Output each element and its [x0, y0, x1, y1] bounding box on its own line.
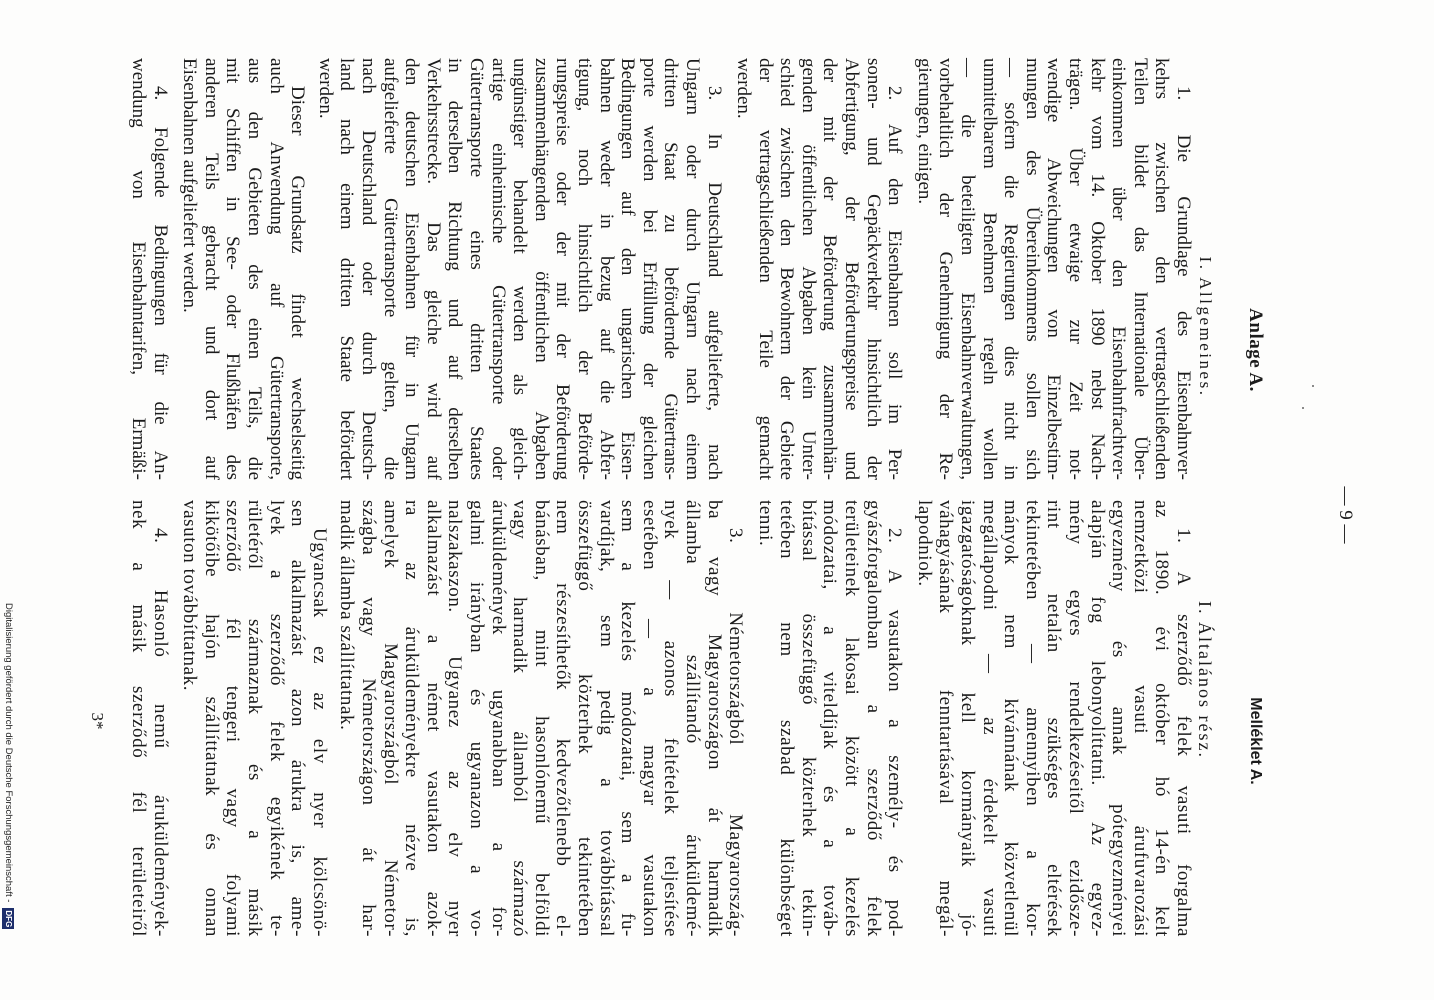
- text-line: galmi irányban és ugyanazon a vo-: [466, 500, 487, 937]
- text-line: 3. In Deutschland aufgelieferte, nach: [703, 86, 725, 480]
- text-line: nach Deutschland oder durch Deutsch-: [358, 58, 380, 480]
- text-line: zusammenhängenden öffentlichen Abgaben: [530, 58, 552, 480]
- text-line: bítással összefüggő közterhek tekin-: [797, 500, 819, 937]
- text-line: anderen Teils gebracht und dort auf: [200, 58, 222, 480]
- text-line: amelyek Magyarországból Németor-: [379, 500, 401, 937]
- scan-speck: [1312, 385, 1314, 387]
- text-line: bánásban, mint hasonlónemű belföldi: [530, 500, 552, 937]
- text-line: megállapodni — az érdekelt vasuti: [978, 500, 1000, 937]
- text-line: bahnen weder in bezug auf die Abfer-: [595, 58, 617, 480]
- text-line: sem a kezelés módozatai, sem a fu-: [617, 500, 639, 937]
- text-line: vorbehaltlich der Genehmigung der Re-: [935, 58, 957, 480]
- text-line: igazgatóságoknak kell kormányaik jó-: [957, 500, 979, 937]
- dfg-logo: DFG: [4, 910, 14, 928]
- text-line: szerződő fél tengeri vagy folyami: [222, 500, 244, 937]
- text-line: werden.: [733, 58, 755, 119]
- text-line: unmittelbarem Benehmen regeln wollen: [978, 58, 1000, 480]
- text-line: sonen- und Gepäckverkehr hinsichtlich der: [862, 58, 884, 480]
- text-line: Dieser Grundsatz findet wechselseitig: [287, 86, 309, 480]
- text-line: dritten Staat zu befördernde Gütertrans-: [660, 58, 682, 480]
- text-line: werden.: [314, 58, 336, 119]
- text-line: 3. Németországból Magyarország-: [725, 528, 747, 937]
- text-line: wendige Abweichungen von Einzelbestim-: [1043, 58, 1065, 480]
- hungarian-paragraph-4: [128, 500, 171, 937]
- hungarian-column: [128, 500, 1195, 937]
- text-line: ra az áruküldeményekre nézve is,: [401, 500, 423, 937]
- hungarian-paragraph-3: [336, 500, 746, 937]
- hungarian-paragraph-2: [754, 500, 905, 937]
- text-line: esetében — a magyar vasutakon: [638, 500, 660, 937]
- text-line: Eisenbahnen aufgeliefert werden.: [179, 58, 201, 313]
- text-line: az 1890. évi október hó 14-én kelt: [1151, 500, 1173, 937]
- german-paragraph-4: [128, 58, 171, 480]
- text-line: nek a másik szerződő fél területeiről: [128, 500, 150, 937]
- text-line: — sofern die Regierungen dies nicht in: [1000, 58, 1022, 480]
- german-title: Anlage A.: [1245, 308, 1266, 392]
- text-line: schied zwischen den Bewohnern der Gebiete: [776, 58, 798, 480]
- text-line: vardíjak, sem pedig a továbbítással: [595, 500, 617, 937]
- text-line: területeinek lakosai között a kezelés: [841, 500, 863, 937]
- hungarian-paragraph-1: [913, 500, 1194, 937]
- text-line: rületéről származnak és a másik: [244, 500, 266, 937]
- text-line: vasuton továbbíttatnak.: [179, 500, 201, 692]
- text-line: gierungen, einigen.: [913, 58, 935, 205]
- german-section-heading: I. Allgemeines.: [1196, 256, 1215, 398]
- text-line: 4. Hasonló nemű áruküldemények-: [149, 528, 171, 937]
- text-line: Ugyancsak ez az elv nyer kölcsönö-: [308, 528, 330, 937]
- text-line: artige einheimische Gütertransporte oder: [487, 58, 509, 480]
- text-line: der vertragschließenden Teile gemacht: [754, 58, 776, 480]
- text-line: gyászforgalomban a szerződő felek: [862, 500, 884, 937]
- text-line: egyezmény és annak pótegyezményei: [1108, 500, 1130, 937]
- text-line: trägen. Über etwaige zur Zeit not-: [1065, 58, 1087, 480]
- text-line: lyek a szerződő felek egyikének te-: [265, 500, 287, 937]
- german-column: [128, 58, 1195, 480]
- text-line: Ungarn oder durch Ungarn nach einem: [681, 58, 703, 480]
- text-line: nalszakaszon. Ugyanez az elv nyer: [444, 500, 466, 937]
- text-line: áruküldemények ugyanabban a for-: [487, 500, 509, 937]
- text-line: lapodniok.: [913, 500, 935, 587]
- text-line: Abfertigung, der Beförderungspreise und: [841, 58, 863, 480]
- text-line: Bedingungen auf den ungarischen Eisen-: [617, 58, 639, 480]
- text-line: einkommen über den Eisenbahnfrachtver-: [1108, 58, 1130, 480]
- text-line: összefüggő közterhek tekintetében: [573, 500, 595, 937]
- page-number: — 9 —: [1335, 486, 1356, 544]
- text-line: Teilen bildet das Internationale Über-: [1129, 58, 1151, 480]
- text-line: rint netalán szükséges eltérések: [1043, 500, 1065, 937]
- text-line: szágba vagy Németországon át har-: [358, 500, 380, 937]
- text-line: sen alkalmazást azon árukra is, ame-: [287, 500, 309, 937]
- scan-speck: [1302, 407, 1304, 409]
- text-line: aus den Gebieten des einen Teils, die: [244, 58, 266, 480]
- text-line: wendung von Eisenbahntarifen, Ermäßi-: [128, 58, 150, 480]
- german-paragraph-2: [733, 58, 906, 480]
- text-line: vagy harmadik államból származó: [509, 500, 531, 937]
- hungarian-paragraph-3-continued: [179, 500, 330, 937]
- text-line: porte werden bei Erfüllung der gleichen: [638, 58, 660, 480]
- digitization-credit: Digitalisierung gefördert durch die Deutsche Forschungsgemeinschaft -: [3, 603, 14, 903]
- text-line: mény egyes rendelkezéseitől ezidősze-: [1065, 500, 1087, 937]
- text-line: tigung, noch hinsichtlich der Beförde-: [573, 58, 595, 480]
- hungarian-section-heading: I. Általános rész.: [1195, 601, 1215, 759]
- text-line: nem részesíthetők kedvezőtlenebb el-: [552, 500, 574, 937]
- text-line: Gütertransporte eines dritten Staates: [466, 58, 487, 480]
- text-line: tekintetében — amennyiben a kor-: [1021, 500, 1043, 937]
- text-line: alkalmazást a német vasutakon azok-: [422, 500, 444, 937]
- signature-mark: 3*: [88, 712, 107, 730]
- text-line: ungünstiger behandelt werden als gleich-: [509, 58, 531, 480]
- text-line: 4. Folgende Bedingungen für die An-: [149, 86, 171, 480]
- text-line: 1. A szerződő felek vasuti forgalma: [1173, 528, 1194, 937]
- text-line: mungen des Übereinkommens sollen sich: [1021, 58, 1043, 480]
- text-line: auch Anwendung auf Gütertransporte,: [265, 58, 287, 480]
- text-line: land nach einem dritten Staate befördert: [336, 58, 358, 480]
- text-line: ba vagy Magyarországon át harmadik: [703, 500, 725, 937]
- text-line: 1. Die Grundlage des Eisenbahnver-: [1173, 86, 1194, 480]
- text-line: genden öffentlichen Abgaben kein Unter-: [797, 58, 819, 480]
- text-line: aufgelieferte Gütertransporte gelten, die: [379, 58, 401, 480]
- text-line: kehr vom 14. Oktober 1890 nebst Nach-: [1086, 58, 1108, 480]
- text-line: váhagyásának fenntartásával megál-: [935, 500, 957, 937]
- text-line: madik államba szállíttatnak.: [336, 500, 358, 731]
- text-line: 2. Auf den Eisenbahnen soll im Per-: [884, 86, 906, 480]
- text-line: módozatai, a viteldíjak és a továb-: [819, 500, 841, 937]
- german-paragraph-1: [913, 58, 1194, 480]
- german-paragraph-3: [314, 58, 724, 480]
- text-line: államba szállítandó áruküldemé-: [681, 500, 703, 937]
- text-line: kikötőibe hajón szállíttatnak és onnan: [200, 500, 222, 937]
- text-line: nemzetközi vasuti árufuvarozási: [1129, 500, 1151, 937]
- text-line: mányok nem kívánnának közvetlenül: [1000, 500, 1022, 937]
- text-line: der mit der Beförderung zusammenhän-: [819, 58, 841, 480]
- text-line: tenni.: [754, 500, 776, 547]
- text-line: in derselben Richtung und auf derselben: [444, 58, 466, 480]
- text-line: tetében nem szabad különbséget: [776, 500, 798, 937]
- digitization-footer: [2, 603, 15, 929]
- text-line: 2. A vasutakon a személy- és pod-: [884, 528, 906, 937]
- text-line: Verkehrsstrecke. Das gleiche wird auf: [422, 58, 444, 480]
- text-line: rungspreise oder der mit der Beförderung: [552, 58, 574, 480]
- german-paragraph-3-continued: [179, 58, 309, 480]
- text-line: kehrs zwischen den vertragschließenden: [1151, 58, 1173, 480]
- hungarian-title: Melléklet A.: [1247, 697, 1264, 785]
- text-line: mit Schiffen in See- oder Flußhäfen des: [222, 58, 244, 480]
- text-line: den deutschen Eisenbahnen für in Ungarn: [401, 58, 423, 480]
- text-line: nyek — azonos feltételek teljesítése: [660, 500, 682, 937]
- text-line: — die beteiligten Eisenbahnverwaltungen,: [957, 58, 979, 480]
- text-line: alapján fog lebonyolíttatni. Az egyez-: [1086, 500, 1108, 937]
